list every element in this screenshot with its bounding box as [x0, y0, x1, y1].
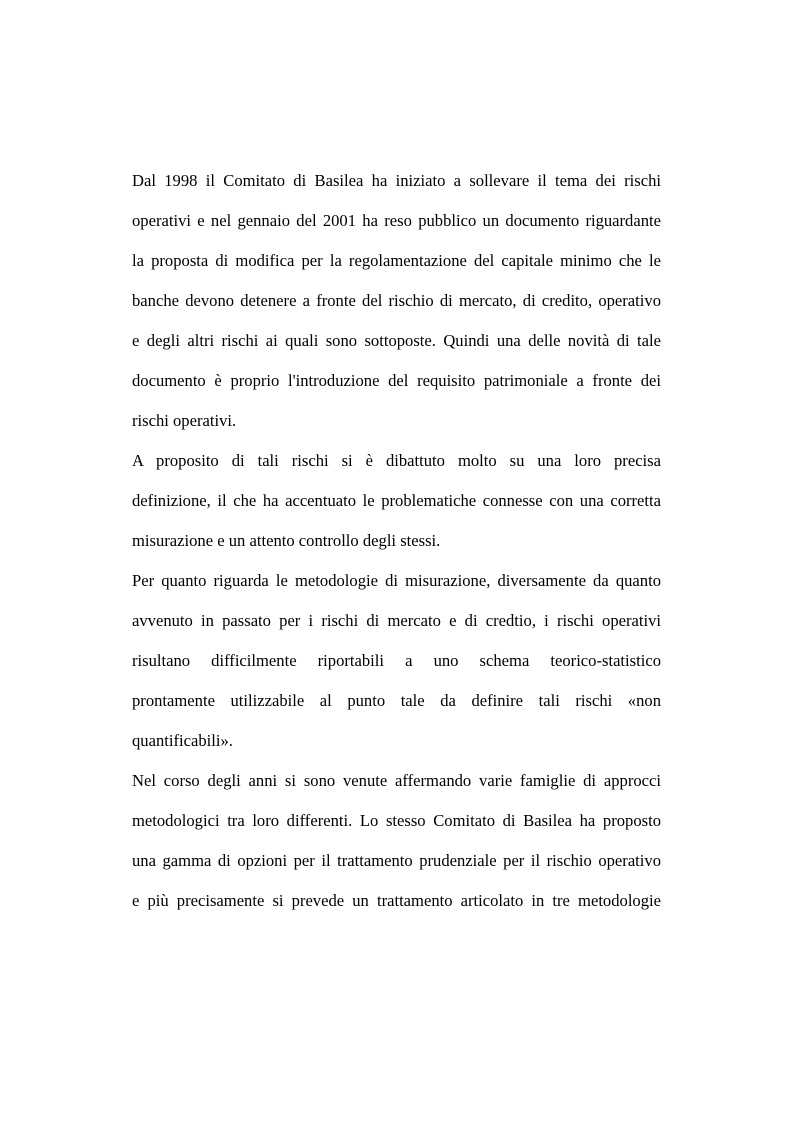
- paragraph-3: [132, 568, 661, 768]
- document-body: [132, 168, 661, 928]
- text-line: metodologici tra loro differenti. Lo stesso Comitato di Basilea ha proposto: [132, 811, 661, 830]
- paragraph-1: [132, 168, 661, 448]
- text-line: A proposito di tali rischi si è dibattuto molto su una loro precisa: [132, 451, 661, 470]
- text-line: misurazione e un attento controllo degli stessi.: [132, 531, 441, 550]
- text-line: definizione, il che ha accentuato le problematiche connesse con una corretta: [132, 491, 661, 510]
- text-line: prontamente utilizzabile al punto tale da definire tali rischi «non: [132, 691, 661, 710]
- text-line: banche devono detenere a fronte del rischio di mercato, di credito, operativo: [132, 291, 661, 310]
- text-line: operativi e nel gennaio del 2001 ha reso pubblico un documento riguardante: [132, 211, 661, 230]
- text-line: Per quanto riguarda le metodologie di misurazione, diversamente da quanto: [132, 571, 661, 590]
- text-line: risultano difficilmente riportabili a uno schema teorico-statistico: [132, 651, 661, 670]
- text-line: e più precisamente si prevede un trattamento articolato in tre metodologie: [132, 891, 661, 910]
- text-line: Nel corso degli anni si sono venute affermando varie famiglie di approcci: [132, 771, 661, 790]
- text-line: avvenuto in passato per i rischi di mercato e di credtio, i rischi operativi: [132, 611, 661, 630]
- text-line: una gamma di opzioni per il trattamento prudenziale per il rischio operativo: [132, 851, 661, 870]
- paragraph-4: [132, 768, 661, 928]
- text-line: e degli altri rischi ai quali sono sottoposte. Quindi una delle novità di tale: [132, 331, 661, 350]
- text-line: la proposta di modifica per la regolamentazione del capitale minimo che le: [132, 251, 661, 270]
- text-line: quantificabili».: [132, 731, 233, 750]
- text-line: Dal 1998 il Comitato di Basilea ha iniziato a sollevare il tema dei rischi: [132, 171, 661, 190]
- paragraph-2: [132, 448, 661, 568]
- text-line: rischi operativi.: [132, 411, 237, 430]
- text-line: documento è proprio l'introduzione del requisito patrimoniale a fronte dei: [132, 371, 661, 390]
